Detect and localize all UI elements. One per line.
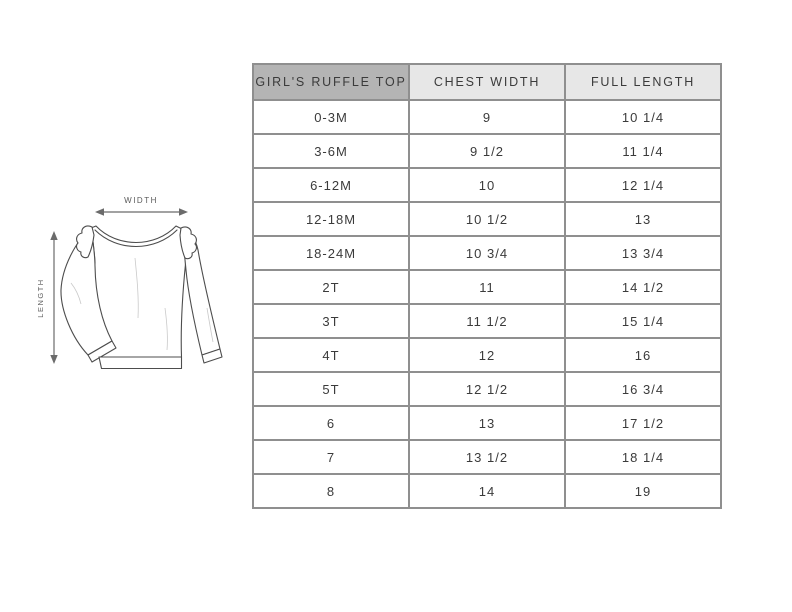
full-length-cell: 17 1/2 bbox=[565, 406, 721, 440]
length-label: LENGTH bbox=[36, 278, 45, 318]
size-cell: 7 bbox=[253, 440, 409, 474]
chest-width-cell: 10 3/4 bbox=[409, 236, 565, 270]
chest-width-cell: 10 bbox=[409, 168, 565, 202]
size-cell: 18-24M bbox=[253, 236, 409, 270]
size-table-container bbox=[252, 63, 722, 509]
size-cell: 6 bbox=[253, 406, 409, 440]
size-cell: 6-12M bbox=[253, 168, 409, 202]
full-length-cell: 19 bbox=[565, 474, 721, 508]
table-row bbox=[253, 338, 721, 372]
chest-width-cell: 11 bbox=[409, 270, 565, 304]
table-row bbox=[253, 100, 721, 134]
table-row bbox=[253, 236, 721, 270]
chest-width-cell: 11 1/2 bbox=[409, 304, 565, 338]
arrow-right-head bbox=[179, 208, 188, 216]
table-row bbox=[253, 440, 721, 474]
size-cell: 2T bbox=[253, 270, 409, 304]
chest-width-cell: 9 bbox=[409, 100, 565, 134]
table-row bbox=[253, 134, 721, 168]
full-length-cell: 16 3/4 bbox=[565, 372, 721, 406]
size-cell: 3-6M bbox=[253, 134, 409, 168]
length-arrow bbox=[50, 231, 57, 364]
full-length-cell: 18 1/4 bbox=[565, 440, 721, 474]
size-cell: 12-18M bbox=[253, 202, 409, 236]
chest-width-cell: 14 bbox=[409, 474, 565, 508]
full-length-cell: 10 1/4 bbox=[565, 100, 721, 134]
size-cell: 8 bbox=[253, 474, 409, 508]
size-cell: 4T bbox=[253, 338, 409, 372]
garment-diagram bbox=[25, 188, 245, 388]
chest-width-cell: 10 1/2 bbox=[409, 202, 565, 236]
size-cell: 0-3M bbox=[253, 100, 409, 134]
width-label: WIDTH bbox=[124, 196, 158, 205]
arrow-left-head bbox=[95, 208, 104, 216]
chest-width-cell: 13 bbox=[409, 406, 565, 440]
chest-width-cell: 12 1/2 bbox=[409, 372, 565, 406]
size-cell: 3T bbox=[253, 304, 409, 338]
full-length-cell: 11 1/4 bbox=[565, 134, 721, 168]
table-row bbox=[253, 202, 721, 236]
full-length-cell: 14 1/2 bbox=[565, 270, 721, 304]
size-table-header bbox=[253, 64, 721, 100]
table-row bbox=[253, 304, 721, 338]
full-length-cell: 13 bbox=[565, 202, 721, 236]
full-length-cell: 16 bbox=[565, 338, 721, 372]
width-arrow bbox=[95, 208, 188, 216]
chest-width-cell: 13 1/2 bbox=[409, 440, 565, 474]
table-row bbox=[253, 474, 721, 508]
arrow-up-head bbox=[50, 231, 57, 240]
table-row bbox=[253, 372, 721, 406]
arrow-down-head bbox=[50, 355, 57, 364]
chest-width-cell: 9 1/2 bbox=[409, 134, 565, 168]
size-cell: 5T bbox=[253, 372, 409, 406]
table-row bbox=[253, 270, 721, 304]
table-row bbox=[253, 406, 721, 440]
full-length-cell: 12 1/4 bbox=[565, 168, 721, 202]
full-length-cell: 15 1/4 bbox=[565, 304, 721, 338]
table-row bbox=[253, 168, 721, 202]
column-header-chest-width: CHEST WIDTH bbox=[409, 64, 565, 100]
shirt-hem-band bbox=[99, 357, 182, 369]
shirt-drawing bbox=[61, 226, 222, 369]
column-header-product: GIRL'S RUFFLE TOP bbox=[253, 64, 409, 100]
header-row bbox=[253, 64, 721, 100]
full-length-cell: 13 3/4 bbox=[565, 236, 721, 270]
column-header-full-length: FULL LENGTH bbox=[565, 64, 721, 100]
chest-width-cell: 12 bbox=[409, 338, 565, 372]
size-table bbox=[252, 63, 722, 509]
size-table-body bbox=[253, 100, 721, 508]
